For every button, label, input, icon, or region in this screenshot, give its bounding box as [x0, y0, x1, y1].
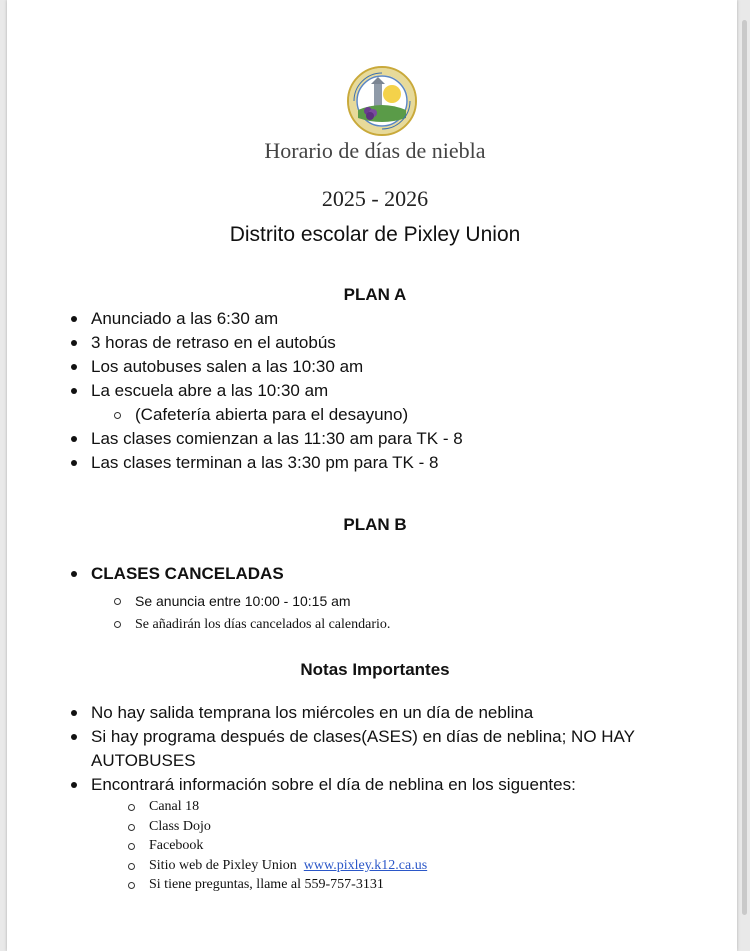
district-name: Distrito escolar de Pixley Union [229, 223, 521, 246]
list-item: Encontrará información sobre el día de neblina en los siguentes: [70, 773, 690, 797]
list-subitem [128, 856, 427, 876]
list-subitem: Si tiene preguntas, llame al 559-757-3131 [128, 875, 427, 895]
plan-b-sublist [114, 590, 390, 636]
list-item: Anunciado a las 6:30 am [70, 307, 690, 331]
list-subitem: Facebook [128, 836, 427, 856]
website-link[interactable]: www.pixley.k12.ca.us [303, 857, 428, 873]
list-item: Los autobuses salen a las 10:30 am [70, 355, 690, 379]
list-item: La escuela abre a las 10:30 am [70, 379, 690, 403]
plan-a-heading: PLAN A [343, 285, 407, 304]
list-item: No hay salida temprana los miércoles en un día de neblina [70, 701, 690, 725]
school-years: 2025 - 2026 [321, 186, 429, 211]
list-subitem: Se añadirán los días cancelados al calendario. [114, 613, 390, 636]
list-item: Las clases comienzan a las 11:30 am para TK - 8 [70, 427, 690, 451]
plan-a-sublist [114, 403, 408, 427]
pixley-union-school-district-seal-icon [348, 67, 416, 135]
plan-a-list [70, 307, 690, 475]
plan-b-heading: PLAN B [343, 515, 407, 534]
website-label: Sitio web de Pixley Union [149, 857, 297, 873]
list-subitem: Canal 18 [128, 797, 427, 817]
list-item: CLASES CANCELADAS [70, 562, 690, 586]
list-item: Si hay programa después de clases(ASES) en días de neblina; NO HAY AUTOBUSES [70, 725, 690, 773]
list-item: Las clases terminan a las 3:30 pm para TK - 8 [70, 451, 690, 475]
list-subitem: Se anuncia entre 10:00 - 10:15 am [114, 590, 390, 613]
list-subitem: (Cafetería abierta para el desayuno) [114, 403, 408, 427]
plan-b-list [70, 562, 690, 586]
list-subitem: Class Dojo [128, 817, 427, 837]
district-seal-logo [340, 66, 420, 136]
notes-heading: Notas Importantes [300, 660, 450, 679]
notes-sources-list [128, 797, 427, 895]
list-item: 3 horas de retraso en el autobús [70, 331, 690, 355]
document-title: Horario de días de niebla [264, 138, 486, 163]
notes-list [70, 701, 690, 797]
